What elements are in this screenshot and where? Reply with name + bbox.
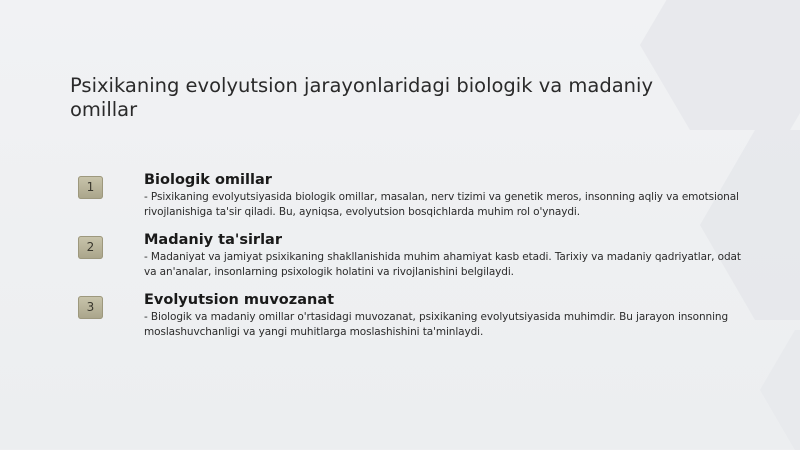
slide-title: Psixikaning evolyutsion jarayonlaridagi biologik va madaniy omillar	[70, 74, 653, 121]
item-heading: Evolyutsion muvozanat	[144, 292, 335, 308]
number-badge: 2	[78, 236, 103, 259]
item-content	[144, 172, 744, 220]
number-badge: 1	[78, 176, 103, 199]
item-content	[144, 292, 744, 340]
item-description: - Psixikaning evolyutsiyasida biologik omillar, masalan, nerv tizimi va genetik meros, insonning aqliy va emotsional rivojlanishiga ta'sir qiladi. Bu, ayniqsa, evolyutsion bosqichlarda muhim rol o'ynaydi.	[144, 191, 739, 218]
item-heading: Madaniy ta'sirlar	[144, 232, 282, 248]
item-heading: Biologik omillar	[144, 172, 272, 188]
item-description: - Biologik va madaniy omillar o'rtasidagi muvozanat, psixikaning evolyutsiyasida muhimdir. Bu jarayon insonning moslashuvchanligi va yangi muhitlarga moslashishini ta'minlaydi.	[144, 311, 729, 338]
item-description: - Madaniyat va jamiyat psixikaning shakllanishida muhim ahamiyat kasb etadi. Tarixiy va madaniy qadriyatlar, odat va an'analar, insonlarning psixologik holatini va rivojlanishini belgilaydi.	[144, 251, 741, 278]
item-content	[144, 232, 744, 280]
number-badge: 3	[78, 296, 103, 319]
